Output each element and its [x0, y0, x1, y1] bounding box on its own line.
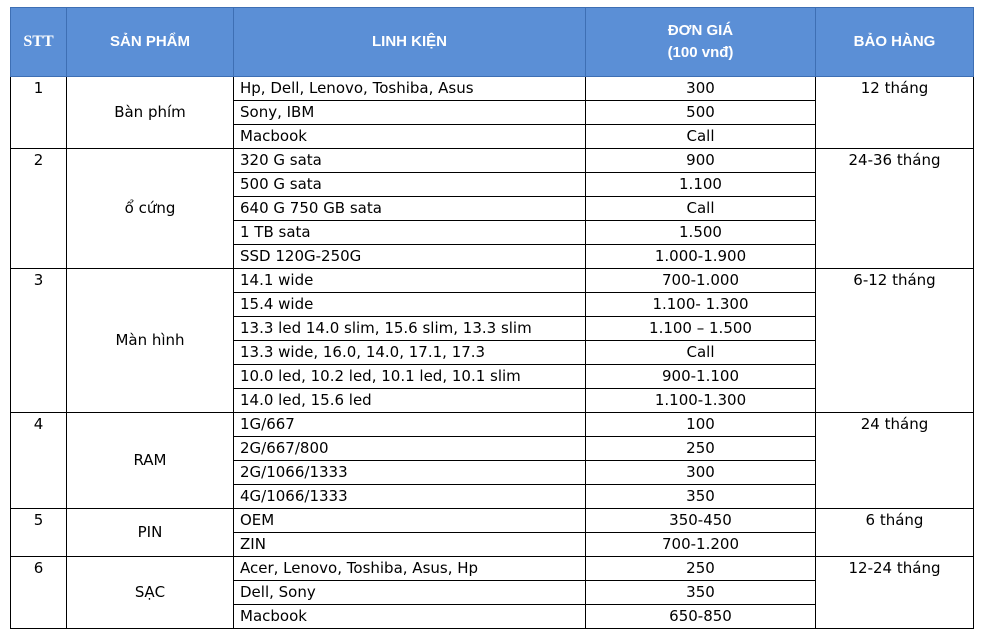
cell-price: 350: [586, 485, 816, 509]
cell-price: 250: [586, 557, 816, 581]
cell-part: 4G/1066/1333: [234, 485, 586, 509]
cell-part: 640 G 750 GB sata: [234, 197, 586, 221]
cell-price: 350-450: [586, 509, 816, 533]
cell-stt: 3: [11, 269, 67, 413]
cell-part: 10.0 led, 10.2 led, 10.1 led, 10.1 slim: [234, 365, 586, 389]
header-row: [11, 8, 974, 77]
cell-price: Call: [586, 197, 816, 221]
cell-stt: 5: [11, 509, 67, 557]
cell-price: 1.100- 1.300: [586, 293, 816, 317]
price-table-container: [10, 7, 974, 629]
header-part: LINH KIỆN: [234, 8, 586, 77]
price-table: [10, 7, 974, 629]
cell-price: Call: [586, 125, 816, 149]
table-body: [11, 77, 974, 629]
table-row: [11, 269, 974, 293]
cell-part: 14.0 led, 15.6 led: [234, 389, 586, 413]
cell-stt: 6: [11, 557, 67, 629]
cell-warranty: 6-12 tháng: [816, 269, 974, 413]
cell-part: Macbook: [234, 125, 586, 149]
cell-warranty: 24-36 tháng: [816, 149, 974, 269]
cell-price: 1.100: [586, 173, 816, 197]
cell-warranty: 24 tháng: [816, 413, 974, 509]
table-row: [11, 509, 974, 533]
cell-price: 1.100 – 1.500: [586, 317, 816, 341]
cell-price: 100: [586, 413, 816, 437]
cell-warranty: 12-24 tháng: [816, 557, 974, 629]
cell-product: SẠC: [67, 557, 234, 629]
cell-stt: 1: [11, 77, 67, 149]
cell-price: 900-1.100: [586, 365, 816, 389]
cell-part: 13.3 led 14.0 slim, 15.6 slim, 13.3 slim: [234, 317, 586, 341]
cell-product: PIN: [67, 509, 234, 557]
cell-part: Sony, IBM: [234, 101, 586, 125]
cell-price: 700-1.000: [586, 269, 816, 293]
header-price: [586, 8, 816, 77]
cell-price: 1.100-1.300: [586, 389, 816, 413]
table-row: [11, 149, 974, 173]
cell-product: ổ cứng: [67, 149, 234, 269]
cell-price: 300: [586, 77, 816, 101]
cell-part: ZIN: [234, 533, 586, 557]
cell-price: Call: [586, 341, 816, 365]
cell-price: 900: [586, 149, 816, 173]
table-row: [11, 413, 974, 437]
header-product: SẢN PHẨM: [67, 8, 234, 77]
cell-part: 320 G sata: [234, 149, 586, 173]
cell-part: Acer, Lenovo, Toshiba, Asus, Hp: [234, 557, 586, 581]
cell-part: OEM: [234, 509, 586, 533]
header-stt: STT: [11, 8, 67, 77]
cell-part: 500 G sata: [234, 173, 586, 197]
cell-part: 13.3 wide, 16.0, 14.0, 17.1, 17.3: [234, 341, 586, 365]
cell-price: 350: [586, 581, 816, 605]
header-warranty: BẢO HÀNG: [816, 8, 974, 77]
cell-part: 2G/667/800: [234, 437, 586, 461]
cell-part: 2G/1066/1333: [234, 461, 586, 485]
cell-price: 300: [586, 461, 816, 485]
cell-part: 14.1 wide: [234, 269, 586, 293]
cell-part: Dell, Sony: [234, 581, 586, 605]
cell-product: Bàn phím: [67, 77, 234, 149]
cell-part: SSD 120G-250G: [234, 245, 586, 269]
cell-price: 250: [586, 437, 816, 461]
cell-part: Hp, Dell, Lenovo, Toshiba, Asus: [234, 77, 586, 101]
cell-product: RAM: [67, 413, 234, 509]
cell-stt: 2: [11, 149, 67, 269]
cell-part: 1 TB sata: [234, 221, 586, 245]
cell-price: 700-1.200: [586, 533, 816, 557]
cell-part: Macbook: [234, 605, 586, 629]
cell-product: Màn hình: [67, 269, 234, 413]
cell-price: 500: [586, 101, 816, 125]
cell-part: 15.4 wide: [234, 293, 586, 317]
table-row: [11, 557, 974, 581]
cell-price: 1.500: [586, 221, 816, 245]
cell-price: 650-850: [586, 605, 816, 629]
header-price-line2: (100 vnđ): [667, 44, 734, 61]
header-price-line1: ĐƠN GIÁ: [667, 22, 734, 39]
cell-price: 1.000-1.900: [586, 245, 816, 269]
cell-warranty: 6 tháng: [816, 509, 974, 557]
table-row: [11, 77, 974, 101]
cell-part: 1G/667: [234, 413, 586, 437]
cell-warranty: 12 tháng: [816, 77, 974, 149]
cell-stt: 4: [11, 413, 67, 509]
